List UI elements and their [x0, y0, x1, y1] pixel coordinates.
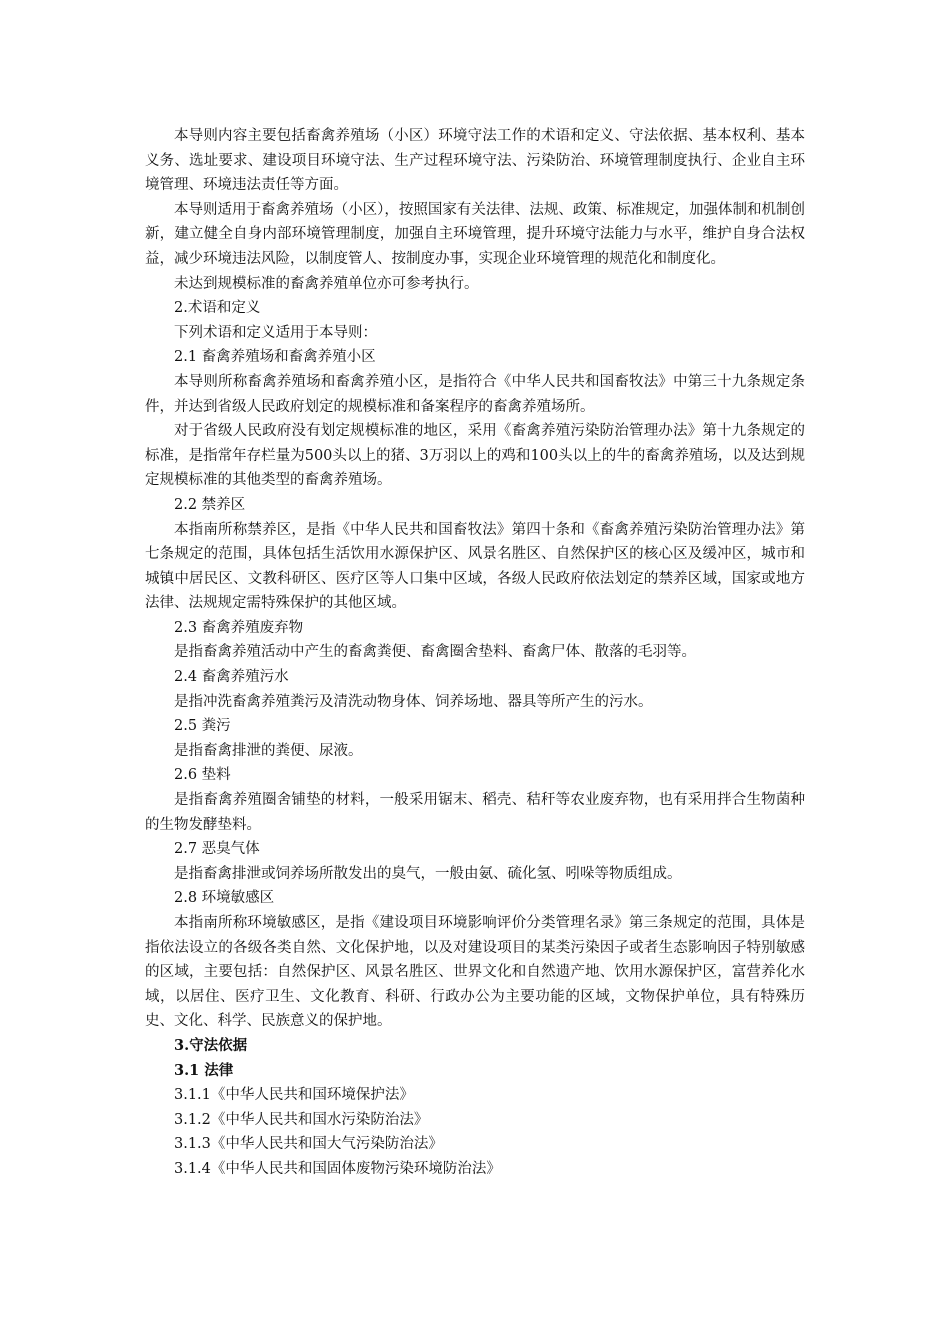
- paragraph: 2.术语和定义: [174, 300, 261, 317]
- paragraph: 3.1.3《中华人民共和国大气污染防治法》: [174, 1136, 443, 1153]
- paragraph: 未达到规模标准的畜禽养殖单位亦可参考执行。: [174, 275, 479, 292]
- paragraph: 对于省级人民政府没有划定规模标准的地区，采用《畜禽养殖污染防治管理办法》第十九条规定的标准，是指常年存栏量为500头以上的猪、3万羽以上的鸡和100头以上的牛的畜禽养殖场，以及达到规定规模标准的其他类型的畜禽养殖场。: [145, 423, 805, 489]
- paragraph: 3.1.4《中华人民共和国固体废物污染环境防治法》: [174, 1160, 501, 1177]
- paragraph: 是指畜禽排泄的粪便、尿液。: [174, 742, 363, 759]
- paragraph: 本导则内容主要包括畜禽养殖场（小区）环境守法工作的术语和定义、守法依据、基本权利、基本义务、选址要求、建设项目环境守法、生产过程环境守法、污染防治、环境管理制度执行、企业自主环境管理、环境违法责任等方面。: [145, 128, 805, 194]
- paragraph: 本导则适用于畜禽养殖场（小区），按照国家有关法律、法规、政策、标准规定，加强体制和机制创新，建立健全自身内部环境管理制度，加强自主环境管理，提升环境守法能力与水平，维护自身合法权益，减少环境违法风险，以制度管人、按制度办事，实现企业环境管理的规范化和制度化。: [145, 201, 805, 267]
- paragraph: 2.4 畜禽养殖污水: [174, 669, 289, 686]
- section-heading: 3.1 法律: [174, 1061, 234, 1079]
- paragraph: 本指南所称环境敏感区，是指《建设项目环境影响评价分类管理名录》第三条规定的范围，具体是指依法设立的各级各类自然、文化保护地，以及对建设项目的某类污染因子或者生态影响因子特别敏感的区域，主要包括：自然保护区、风景名胜区、世界文化和自然遗产地、饮用水源保护区，富营养化水域，以居住、医疗卫生、文化教育、科研、行政办公为主要功能的区域，文物保护单位，具有特殊历史、文化、科学、民族意义的保护地。: [145, 915, 805, 1030]
- paragraph: 2.7 恶臭气体: [174, 841, 260, 858]
- paragraph: 3.1.2《中华人民共和国水污染防治法》: [174, 1111, 429, 1128]
- paragraph: 下列术语和定义适用于本导则：: [174, 324, 377, 341]
- paragraph: 本指南所称禁养区，是指《中华人民共和国畜牧法》第四十条和《畜禽养殖污染防治管理办法》第七条规定的范围，具体包括生活饮用水源保护区、风景名胜区、自然保护区的核心区及缓冲区，城市和城镇中居民区、文教科研区、医疗区等人口集中区域，各级人民政府依法划定的禁养区域，国家或地方法律、法规规定需特殊保护的其他区域。: [145, 521, 805, 612]
- paragraph: 3.1.1《中华人民共和国环境保护法》: [174, 1087, 414, 1104]
- paragraph: 是指畜禽排泄或饲养场所散发出的臭气，一般由氨、硫化氢、吲哚等物质组成。: [174, 865, 682, 882]
- paragraph: 2.1 畜禽养殖场和畜禽养殖小区: [174, 349, 376, 366]
- paragraph: 2.8 环境敏感区: [174, 890, 275, 907]
- section-heading: 3.守法依据: [174, 1036, 248, 1054]
- paragraph: 2.3 畜禽养殖废弃物: [174, 619, 304, 636]
- paragraph: 是指畜禽养殖圈舍铺垫的材料，一般采用锯末、稻壳、秸秆等农业废弃物，也有采用拌合生物菌种的生物发酵垫料。: [145, 792, 805, 833]
- paragraph: 2.5 粪污: [174, 718, 231, 735]
- paragraph: 是指冲洗畜禽养殖粪污及清洗动物身体、饲养场地、器具等所产生的污水。: [174, 693, 653, 710]
- paragraph: 是指畜禽养殖活动中产生的畜禽粪便、畜禽圈舍垫料、畜禽尸体、散落的毛羽等。: [174, 644, 696, 661]
- document-body: [145, 124, 805, 1182]
- paragraph: 2.2 禁养区: [174, 496, 246, 513]
- paragraph: 2.6 垫料: [174, 767, 231, 784]
- paragraph: 本导则所称畜禽养殖场和畜禽养殖小区，是指符合《中华人民共和国畜牧法》中第三十九条规定条件，并达到省级人民政府划定的规模标准和备案程序的畜禽养殖场所。: [145, 373, 805, 415]
